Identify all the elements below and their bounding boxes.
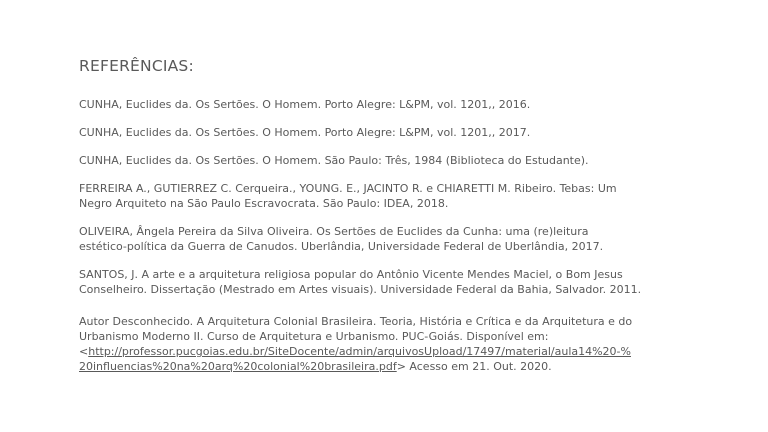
reference-link[interactable]: http://professor.pucgoias.edu.br/SiteDocente/admin/arquivosUpload/17497/material/aula14%20-%: [88, 345, 631, 358]
reference-list: [79, 97, 739, 387]
reference-item: [79, 267, 739, 297]
reference-text: Negro Arquiteto na São Paulo Escravocrata. São Paulo: IDEA, 2018.: [79, 197, 449, 210]
access-date: > Acesso em 21. Out. 2020.: [396, 360, 552, 373]
reference-link-line: [79, 344, 739, 359]
reference-text: estético-política da Guerra de Canudos. Uberlândia, Universidade Federal de Uberlândia, 2017.: [79, 240, 604, 253]
reference-link[interactable]: 20influencias%20na%20arq%20colonial%20brasileira.pdf: [79, 360, 397, 373]
reference-item: [79, 153, 739, 168]
reference-item: [79, 224, 739, 254]
reference-item: [79, 125, 739, 140]
reference-text: CUNHA, Euclides da. Os Sertões. O Homem. Porto Alegre: L&PM, vol. 1201,, 2017.: [79, 126, 531, 139]
page-title: REFERÊNCIAS:: [79, 57, 194, 75]
reference-text: CUNHA, Euclides da. Os Sertões. O Homem. São Paulo: Três, 1984 (Biblioteca do Estudante).: [79, 154, 589, 167]
reference-text: Urbanismo Moderno II. Curso de Arquitetura e Urbanismo. PUC-Goiás. Disponível em:: [79, 330, 549, 343]
reference-text: FERREIRA A., GUTIERREZ C. Cerqueira., YOUNG. E., JACINTO R. e CHIARETTI M. Ribeiro. Tebas: Um: [79, 182, 617, 195]
link-prefix: <: [79, 345, 89, 358]
reference-item: [79, 314, 739, 374]
reference-item: [79, 97, 739, 112]
reference-text: CUNHA, Euclides da. Os Sertões. O Homem. Porto Alegre: L&PM, vol. 1201,, 2016.: [79, 98, 531, 111]
reference-text: Autor Desconhecido. A Arquitetura Colonial Brasileira. Teoria, História e Crítica e da Arquitetura e do: [79, 315, 633, 328]
reference-text: SANTOS, J. A arte e a arquitetura religiosa popular do Antônio Vicente Mendes Maciel, o Bom Jesus: [79, 268, 623, 281]
reference-text: OLIVEIRA, Ângela Pereira da Silva Oliveira. Os Sertões de Euclides da Cunha: uma (re)leitura: [79, 225, 589, 238]
reference-link-line: [79, 359, 739, 374]
reference-item: [79, 181, 739, 211]
reference-text: Conselheiro. Dissertação (Mestrado em Artes visuais). Universidade Federal da Bahia, Salvador. 2011.: [79, 283, 642, 296]
